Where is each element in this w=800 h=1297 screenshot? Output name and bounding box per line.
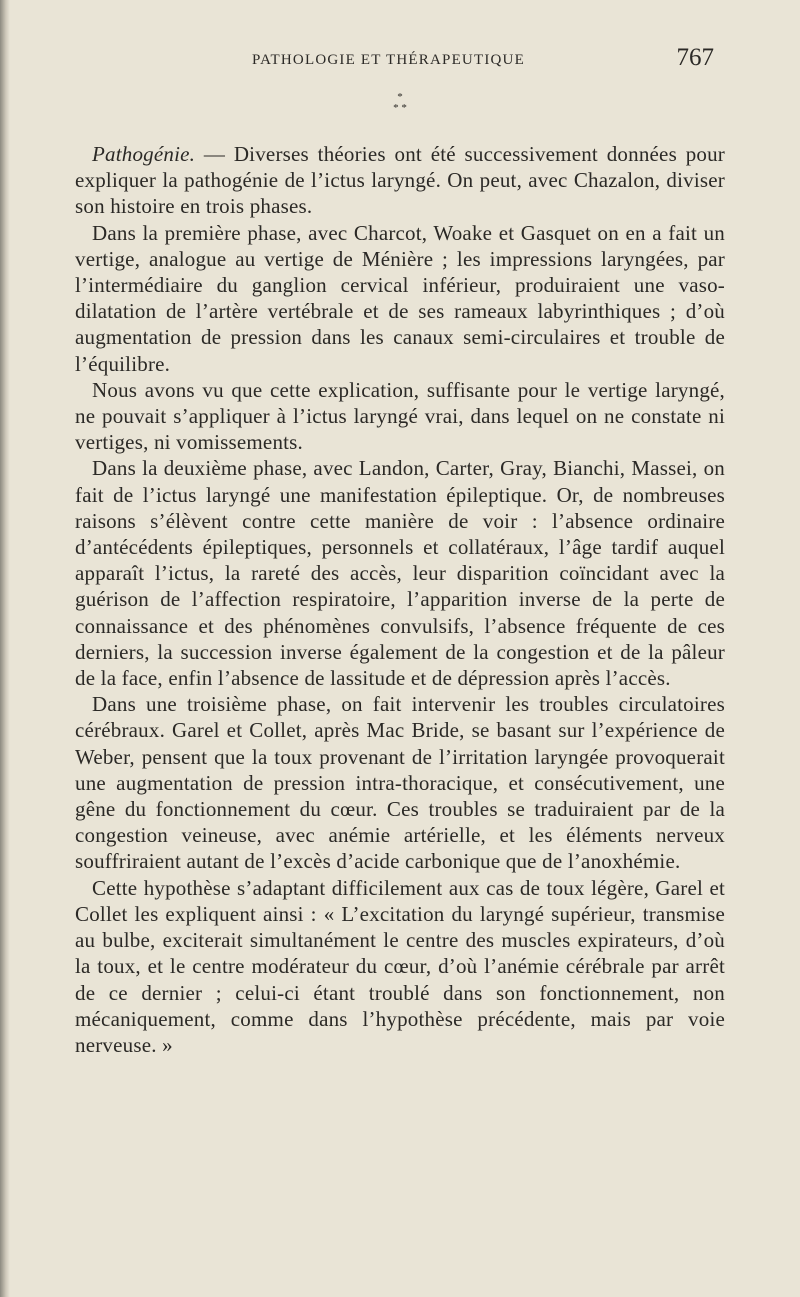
ornament-top: * bbox=[397, 91, 403, 103]
paragraph: Nous avons vu que cette explication, suffisante pour le vertige laryngé, ne pouvait s’appliquer à l’ictus laryngé vrai, dans lequel on ne constate ni vertiges, ni vomissements. bbox=[75, 377, 725, 455]
page-number: 767 bbox=[676, 44, 714, 71]
page-header bbox=[74, 44, 714, 76]
paragraph: Dans une troisième phase, on fait intervenir les troubles circulatoires cérébraux. Garel et Collet, après Mac Bride, se basant sur l’expérience de Weber, pensent que la toux provenant de l’irritation laryngée provoquerait une augmentation de pression intra-thoracique, et consécutivement, une gêne du fonctionnement du cœur. Ces troubles se traduiraient par de la congestion veineuse, avec anémie artérielle, et les éléments nerveux souffriraient autant de l’excès d’acide carbonique que de l’anoxhémie. bbox=[75, 692, 725, 874]
paragraph: Dans la deuxième phase, avec Landon, Carter, Gray, Bianchi, Massei, on fait de l’ictus laryngé une manifestation épileptique. Or, de nombreuses raisons s’élèvent contre cette manière de voir : l’absence ordinaire d’antécédents épileptiques, personnels et collatéraux, l’âge tardif auquel apparaît l’ictus, la rareté des accès, leur disparition coïncidant avec la guérison de l’affection respiratoire, l’apparition inverse de la perte de connaissance et des phénomènes convulsifs, l’absence fréquente de ces derniers, la succession inverse également de la congestion et de la pâleur de la face, enfin l’absence de lassitude et de dépression après l’accès. bbox=[75, 456, 725, 691]
running-title: PATHOLOGIE ET THÉRAPEUTIQUE bbox=[252, 52, 525, 68]
page-edge bbox=[0, 0, 10, 1297]
section-lead-in: Pathogénie. bbox=[92, 142, 196, 166]
paragraph bbox=[75, 141, 725, 220]
paragraph: Cette hypothèse s’adaptant difficilement aux cas de toux légère, Garel et Collet les expliquent ainsi : « L’excitation du laryngé supérieur, transmise au bulbe, exciterait simultanément le centre des muscles expirateurs, d’où la toux, et le centre modérateur du cœur, d’où l’anémie cérébrale par arrêt de ce dernier ; celui-ci étant troublé dans son fonctionnement, non mécaniquement, comme dans l’hypothèse précédente, mais par voie nerveuse. » bbox=[75, 875, 725, 1057]
ornament-bottom: * * bbox=[393, 102, 407, 114]
body-text bbox=[75, 141, 725, 1058]
asterism-ornament bbox=[0, 92, 800, 114]
paragraph: Dans la première phase, avec Charcot, Woake et Gasquet on en a fait un vertige, analogue au vertige de Ménière ; les impressions laryngées, par l’intermédiaire du ganglion cervical inférieur, produiraient une vaso-dilatation de l’artère vertébrale et de ses rameaux labyrinthiques ; d’où augmentation de pression dans les canaux semi-circulaires et trouble de l’équilibre. bbox=[75, 220, 725, 376]
paragraph-text: — Diverses théories ont été successivement données pour expliquer la pathogénie de l’ictus laryngé. On peut, avec Chazalon, diviser son histoire en trois phases. bbox=[75, 142, 725, 219]
